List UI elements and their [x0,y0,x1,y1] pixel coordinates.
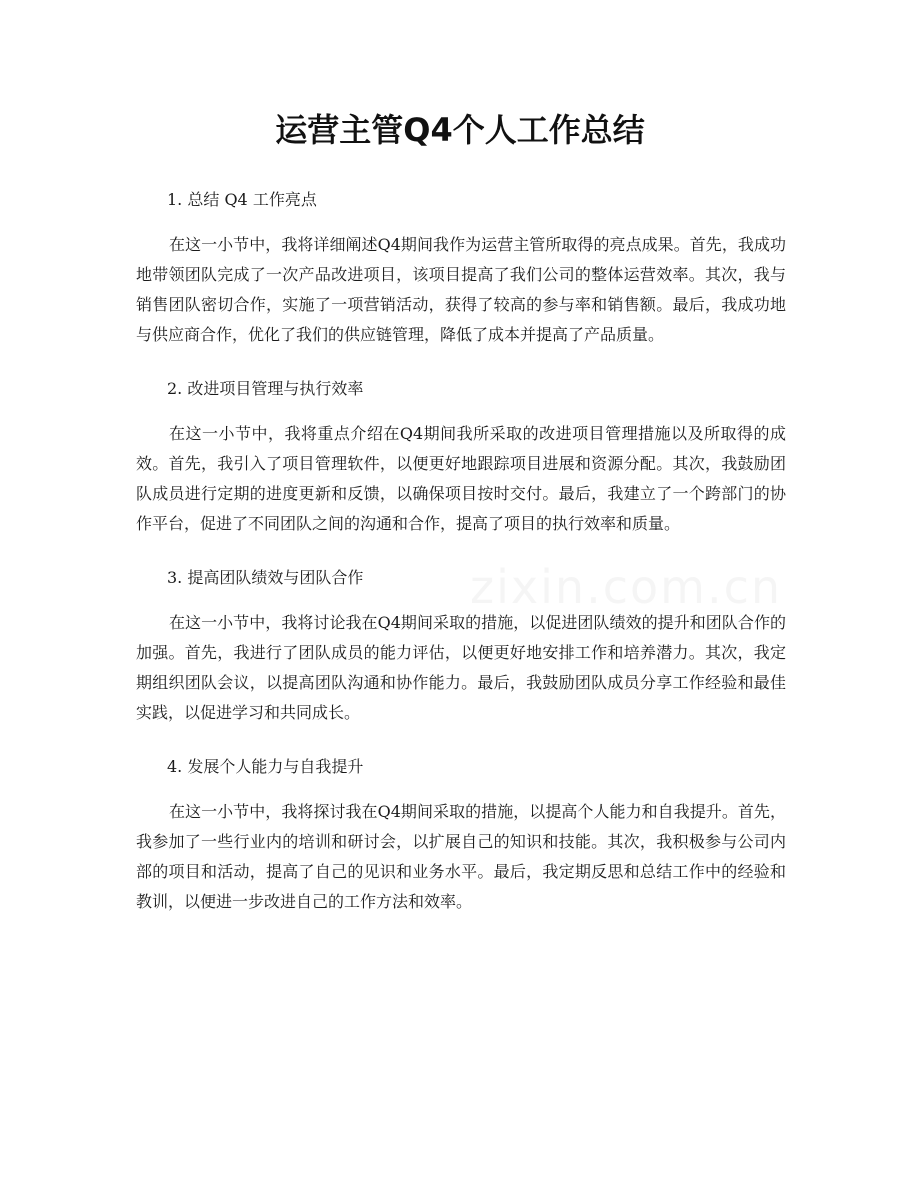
section-paragraph: 在这一小节中，我将探讨我在Q4期间采取的措施，以提高个人能力和自我提升。首先，我参加了一些行业内的培训和研讨会，以扩展自己的知识和技能。其次，我积极参与公司内部的项目和活动，提高了自己的见识和业务水平。最后，我定期反思和总结工作中的经验和教训，以便进一步改进自己的工作方法和效率。 [136,802,786,911]
section-1 [136,182,786,371]
section-heading: 3. 提高团队绩效与团队合作 [167,568,364,587]
section-heading: 1. 总结 Q4 工作亮点 [167,190,317,209]
section-paragraph: 在这一小节中，我将详细阐述Q4期间我作为运营主管所取得的亮点成果。首先，我成功地带领团队完成了一次产品改进项目，该项目提高了我们公司的整体运营效率。其次，我与销售团队密切合作，实施了一项营销活动，获得了较高的参与率和销售额。最后，我成功地与供应商合作，优化了我们的供应链管理，降低了成本并提高了产品质量。 [136,235,786,344]
document-body [136,182,786,917]
section-heading: 2. 改进项目管理与执行效率 [167,379,364,398]
section-4 [136,749,786,917]
watermark: zixin.com.cn [470,560,783,614]
document-title: 运营主管Q4个人工作总结 [275,111,645,149]
section-2 [136,371,786,560]
section-paragraph: 在这一小节中，我将讨论我在Q4期间采取的措施，以促进团队绩效的提升和团队合作的加强。首先，我进行了团队成员的能力评估，以便更好地安排工作和培养潜力。其次，我定期组织团队会议，以提高团队沟通和协作能力。最后，我鼓励团队成员分享工作经验和最佳实践，以促进学习和共同成长。 [136,613,786,722]
section-paragraph: 在这一小节中，我将重点介绍在Q4期间我所采取的改进项目管理措施以及所取得的成效。首先，我引入了项目管理软件，以便更好地跟踪项目进展和资源分配。其次，我鼓励团队成员进行定期的进度更新和反馈，以确保项目按时交付。最后，我建立了一个跨部门的协作平台，促进了不同团队之间的沟通和合作，提高了项目的执行效率和质量。 [136,424,786,533]
section-3 [136,560,786,749]
section-heading: 4. 发展个人能力与自我提升 [167,757,364,776]
